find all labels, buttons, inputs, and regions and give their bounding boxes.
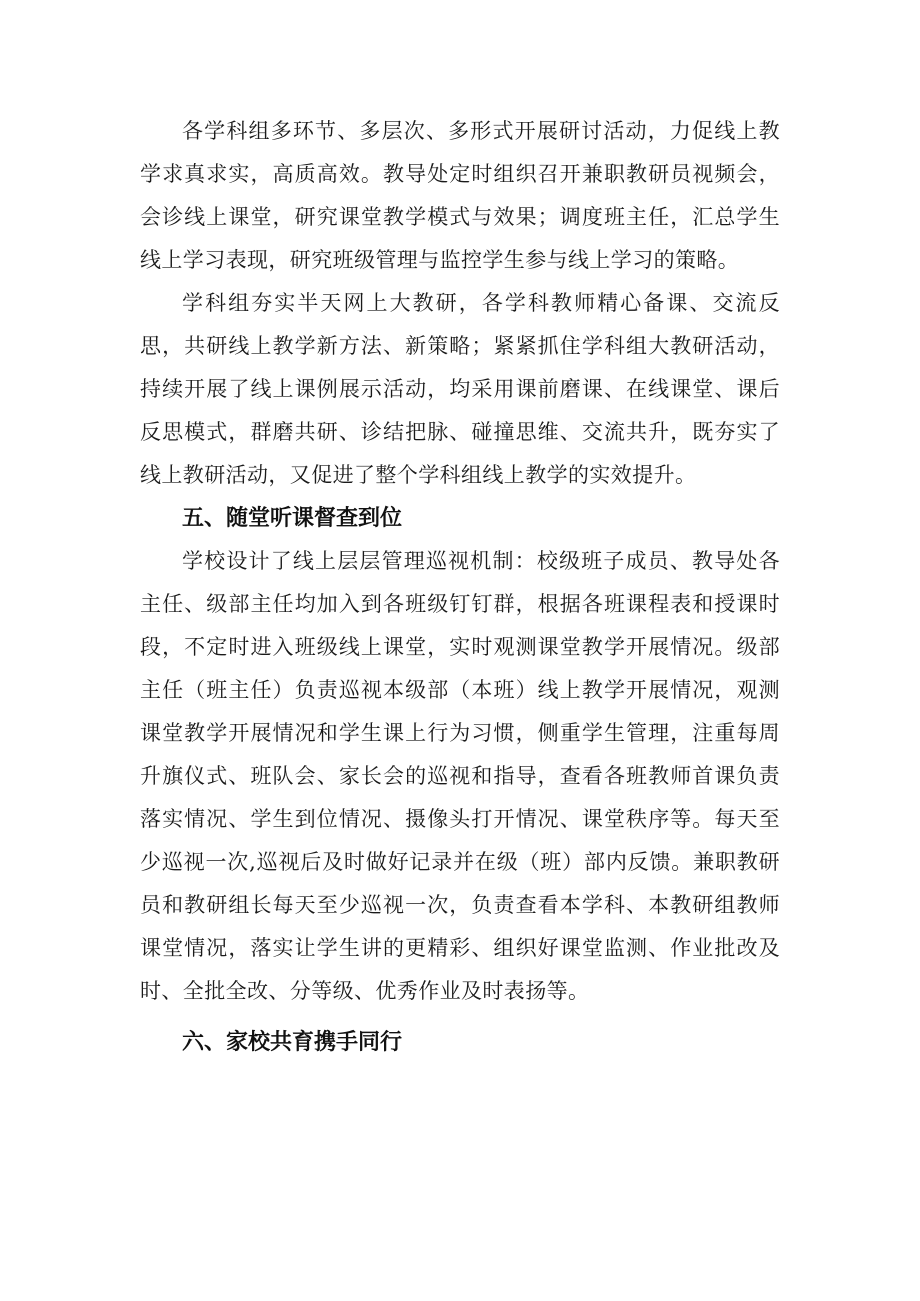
- paragraph-patrol-mechanism: 学校设计了线上层层管理巡视机制：校级班子成员、教导处各主任、级部主任均加入到各班级钉钉群，根据各班课程表和授课时段，不定时进入班级线上课堂，实时观测课堂教学开展情况。级部主任（班主任）负责巡视本级部（本班）线上教学开展情况，观测课堂教学开展情况和学生课上行为习惯，侧重学生管理，注重每周升旗仪式、班队会、家长会的巡视和指导，查看各班教师首课负责落实情况、学生到位情况、摄像头打开情况、课堂秩序等。每天至少巡视一次,巡视后及时做好记录并在级（班）部内反馈。兼职教研员和教研组长每天至少巡视一次，负责查看本学科、本教研组教师课堂情况，落实让学生讲的更精彩、组织好课堂监测、作业批改及时、全批全改、分等级、优秀作业及时表扬等。: [140, 549, 780, 1003]
- document-body: [140, 110, 780, 1064]
- paragraph-online-teaching-research: 学科组夯实半天网上大教研，各学科教师精心备课、交流反思，共研线上教学新方法、新策略；紧紧抓住学科组大教研活动，持续开展了线上课例展示活动，均采用课前磨课、在线课堂、课后反思模式，群磨共研、诊结把脉、碰撞思维、交流共升，既夯实了线上教研活动，又促进了整个学科组线上教学的实效提升。: [140, 291, 780, 487]
- paragraph-research-activities: 各学科组多环节、多层次、多形式开展研讨活动，力促线上教学求真求实，高质高效。教导处定时组织召开兼职教研员视频会，会诊线上课堂，研究课堂教学模式与效果；调度班主任，汇总学生线上学习表现，研究班级管理与监控学生参与线上学习的策略。: [140, 119, 780, 272]
- section-heading-home-school-cooperation: 六、家校共育携手同行: [182, 1030, 403, 1055]
- section-heading-classroom-supervision: 五、随堂听课督查到位: [182, 506, 403, 531]
